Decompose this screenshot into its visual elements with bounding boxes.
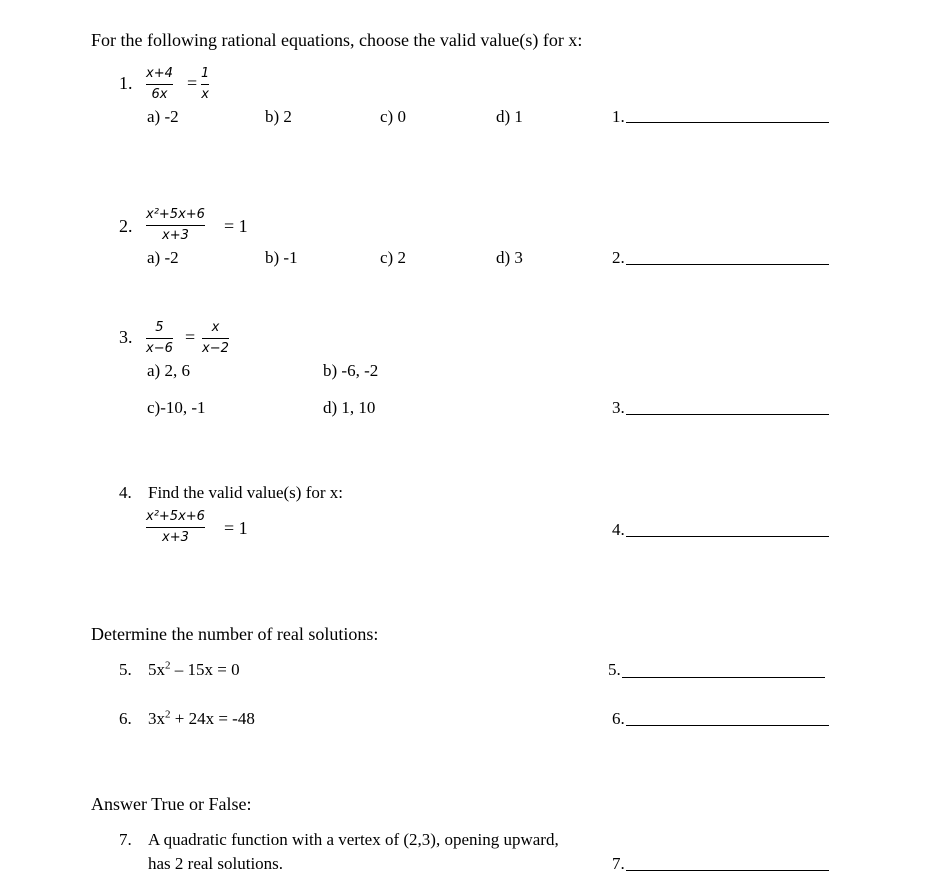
q5-term: 5x <box>148 660 165 679</box>
q7-number: 7. <box>119 830 132 849</box>
q7-answer-blank[interactable] <box>626 870 829 871</box>
q2-answer-blank[interactable] <box>626 264 829 265</box>
q5-answer-label: 5. <box>608 660 621 679</box>
q3-frac2-denominator: x−2 <box>202 341 229 356</box>
instructions-heading: For the following rational equations, choose the valid value(s) for x: <box>91 30 583 50</box>
q3-answer-label: 3. <box>612 398 625 417</box>
fraction-bar <box>202 338 229 339</box>
q2-option-a[interactable]: a) -2 <box>147 248 179 267</box>
q5-exponent: 2 <box>165 659 171 672</box>
q1-answer-label: 1. <box>612 107 625 126</box>
q4-answer-blank[interactable] <box>626 536 829 537</box>
q7-answer-label: 7. <box>612 854 625 873</box>
q3-equals: = <box>185 327 196 347</box>
q3-option-b[interactable]: b) -6, -2 <box>323 361 379 380</box>
q4-numerator: x²+5x+6 <box>146 509 205 524</box>
q6-answer-label: 6. <box>612 709 625 728</box>
q2-option-d[interactable]: d) 3 <box>496 248 523 267</box>
q3-option-d[interactable]: d) 1, 10 <box>323 398 376 417</box>
q2-answer-label: 2. <box>612 248 625 267</box>
q4-number: 4. <box>119 483 132 502</box>
q7-statement-line2: has 2 real solutions. <box>148 854 284 873</box>
q6-term: 3x <box>148 709 165 728</box>
fraction-bar <box>146 527 205 528</box>
q5-equation <box>148 660 240 680</box>
q4-denominator: x+3 <box>162 530 189 545</box>
q2-denominator: x+3 <box>162 228 189 243</box>
q1-option-c[interactable]: c) 0 <box>380 107 406 126</box>
q1-equals: = <box>187 73 198 93</box>
q3-frac1-numerator: 5 <box>155 320 164 335</box>
q3-option-c[interactable]: c)-10, -1 <box>147 398 206 417</box>
q1-frac2-denominator: x <box>201 87 209 102</box>
q6-equation <box>148 709 255 729</box>
q5-number: 5. <box>119 660 132 679</box>
q2-number: 2. <box>119 216 133 236</box>
q6-rest: + 24x = -48 <box>170 709 255 728</box>
q1-frac1-numerator: x+4 <box>146 66 173 81</box>
section-true-false-heading: Answer True or False: <box>91 794 252 814</box>
q4-prompt: Find the valid value(s) for x: <box>148 483 343 502</box>
fraction-bar <box>201 84 209 85</box>
q1-option-a[interactable]: a) -2 <box>147 107 179 126</box>
q1-fraction-right <box>201 66 209 103</box>
q5-rest: – 15x = 0 <box>170 660 240 679</box>
q3-fraction-right <box>202 320 229 357</box>
q2-rhs: = 1 <box>224 216 248 236</box>
fraction-bar <box>146 84 173 85</box>
q3-answer-blank[interactable] <box>626 414 829 415</box>
q3-fraction-left <box>146 320 173 357</box>
q4-fraction <box>146 509 205 546</box>
q5-answer-blank[interactable] <box>622 677 825 678</box>
q1-fraction-left <box>146 66 173 103</box>
q2-numerator: x²+5x+6 <box>146 207 205 222</box>
q1-number: 1. <box>119 73 133 93</box>
q6-number: 6. <box>119 709 132 728</box>
fraction-bar <box>146 338 173 339</box>
q1-frac2-numerator: 1 <box>201 66 210 81</box>
q3-number: 3. <box>119 327 133 347</box>
q6-answer-blank[interactable] <box>626 725 829 726</box>
section-real-solutions-heading: Determine the number of real solutions: <box>91 624 379 644</box>
q1-option-b[interactable]: b) 2 <box>265 107 292 126</box>
q1-answer-blank[interactable] <box>626 122 829 123</box>
q3-frac2-numerator: x <box>211 320 220 335</box>
q1-frac1-denominator: 6x <box>151 87 168 102</box>
q3-option-a[interactable]: a) 2, 6 <box>147 361 190 380</box>
q7-statement-line1: A quadratic function with a vertex of (2,3), opening upward, <box>148 830 559 849</box>
q3-frac1-denominator: x−6 <box>146 341 173 356</box>
q4-answer-label: 4. <box>612 520 625 539</box>
q2-option-b[interactable]: b) -1 <box>265 248 298 267</box>
fraction-bar <box>146 225 205 226</box>
q2-fraction <box>146 207 205 244</box>
q2-option-c[interactable]: c) 2 <box>380 248 406 267</box>
q4-rhs: = 1 <box>224 518 248 538</box>
q6-exponent: 2 <box>165 708 171 721</box>
q1-option-d[interactable]: d) 1 <box>496 107 523 126</box>
